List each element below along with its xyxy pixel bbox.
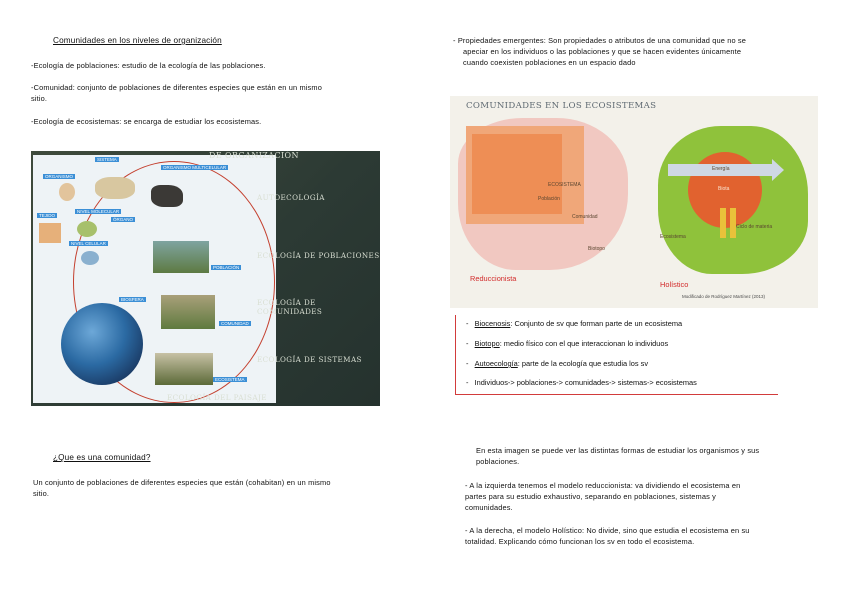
term-autoecologia: Autoecología xyxy=(474,359,518,368)
holistic-label: Holístico xyxy=(660,280,689,289)
label-nivel-celular: NIVEL CELULAR xyxy=(71,241,106,246)
emergent-properties-line-3: cuando coexisten poblaciones en un espacio dado xyxy=(463,58,636,67)
emergent-properties-line-2: apeciar en los individuos o las poblaciones y que se hacen evidentes únicamente xyxy=(463,47,742,56)
label-ecologia-sistemas: ECOLOGÍA DE SISTEMAS xyxy=(257,355,362,364)
label-autoecologia: AUTOECOLOGÍA xyxy=(257,193,325,202)
term-biotopo: Biotopo xyxy=(474,339,500,348)
definition-biotopo: - Biotopo: medio físico con el que interaccionan lo individuos xyxy=(466,339,669,348)
earth-biosphere-illustration xyxy=(61,303,143,385)
reductionist-label: Reduccionista xyxy=(470,274,517,283)
emergent-properties-line-1: - Propiedades emergentes: Son propiedades o atributos de una comunidad que no se xyxy=(453,36,747,45)
left-paragraph-3: -Ecología de ecosistemas: se encarga de estudiar los ecosistemas. xyxy=(31,117,262,126)
energy-arrowhead-icon xyxy=(772,159,784,181)
label-comunidad-box: Comunidad xyxy=(572,214,598,220)
label-ecosistema: ECOSISTEMA xyxy=(215,377,245,382)
definition-autoecologia: - Autoecología: parte de la ecología que estudia los sv xyxy=(466,359,649,368)
label-tejido: TEJIDO xyxy=(39,213,56,218)
label-organismo: ORGANISMO xyxy=(45,174,74,179)
organ-illustration xyxy=(77,221,97,237)
image-description-line-1: En esta imagen se puede ver las distintas formas de estudiar los organismos y sus xyxy=(476,446,760,455)
label-nivel-molecular: NIVEL MOLECULAR xyxy=(77,209,120,214)
matter-cycle-arrow-icon-2 xyxy=(730,208,736,238)
label-ecologia-comunidades: ECOLOGÍA DE COMUNIDADES xyxy=(257,298,323,316)
definition-hierarchy: - Individuos-> poblaciones-> comunidades-> sistemas-> ecosistemas xyxy=(466,378,697,387)
left-paragraph-1: -Ecología de poblaciones: estudio de la ecología de las poblaciones. xyxy=(31,61,266,70)
wolf-illustration xyxy=(151,185,183,207)
organism-illustration xyxy=(59,183,75,201)
matter-cycle-arrow-icon xyxy=(720,208,726,238)
communities-ecosystems-photo xyxy=(450,96,818,308)
definition-biocenosis: - Biocenosis: Conjunto de sv que forman parte de un ecosistema xyxy=(466,319,683,328)
definitions-box xyxy=(455,315,778,395)
poster-board xyxy=(33,155,276,403)
skeleton-illustration xyxy=(95,177,135,199)
photo2-title: COMUNIDADES EN LOS ECOSISTEMAS xyxy=(466,101,657,111)
label-organo: ÓRGANO xyxy=(113,217,134,222)
cell-illustration xyxy=(81,251,99,265)
left-title: Comunidades en los niveles de organización xyxy=(53,36,222,45)
tissue-illustration xyxy=(39,223,61,243)
label-biota: Biota xyxy=(718,186,730,192)
community-photo xyxy=(161,295,215,329)
label-poblacion: POBLACIÓN xyxy=(213,265,240,270)
holistic-line-2: totalidad. Explicando cómo funcionan los sv en todo el ecosistema. xyxy=(465,537,695,546)
label-biosfera: BIOSFERA xyxy=(121,297,144,302)
label-sistema: SISTEMA xyxy=(97,157,117,162)
label-comunidad: COMUNIDAD xyxy=(221,321,249,326)
left-paragraph-2b: sitio. xyxy=(31,94,48,103)
left-paragraph-2a: -Comunidad: conjunto de poblaciones de diferentes especies que están en un mismo xyxy=(31,83,322,92)
ecosystem-photo xyxy=(155,353,213,385)
label-ecologia-poblaciones: ECOLOGÍA DE POBLACIONES xyxy=(257,251,380,260)
reductionist-line-1: - A la izquierda tenemos el modelo reduccionista: va dividiendo el ecosistema en xyxy=(465,481,741,490)
credit-text: Modificado de Rodríguez Martínez (2013) xyxy=(682,294,766,299)
population-box xyxy=(472,134,562,214)
label-ciclo-materia: Ciclo de materia xyxy=(736,224,773,230)
label-ecologia-paisaje: ECOLOGÍA DEL PAISAJE xyxy=(167,393,267,402)
label-ecosistema-box: ECOSISTEMA xyxy=(548,182,581,188)
population-photo xyxy=(153,241,209,273)
photo1-heading: DE ORGANIZACIÓN xyxy=(209,151,299,160)
label-energia: Energía xyxy=(712,166,730,172)
reductionist-line-3: comunidades. xyxy=(465,503,513,512)
label-ecosistema-holistico: Ecosistema xyxy=(660,234,686,240)
levels-of-organization-photo xyxy=(31,151,380,406)
image-description-line-2: poblaciones. xyxy=(476,457,520,466)
holistic-line-1: - A la derecha, el modelo Holístico: No divide, sino que estudia el ecosistema en su xyxy=(465,526,750,535)
label-biotopo: Biotopo xyxy=(588,246,605,252)
label-organismo-multicelular: ORGANISMO MULTICELULAR xyxy=(163,165,227,170)
label-poblacion-box: Población xyxy=(538,196,560,202)
answer-line-2: sitio. xyxy=(33,489,50,498)
answer-line-1: Un conjunto de poblaciones de diferentes especies que están (cohabitan) en un mismo xyxy=(33,478,331,487)
question-heading: ¿Que es una comunidad? xyxy=(53,453,151,462)
reductionist-line-2: partes para su estudio exhaustivo, separando en poblaciones, sistemas y xyxy=(465,492,716,501)
term-biocenosis: Biocenosis xyxy=(474,319,511,328)
